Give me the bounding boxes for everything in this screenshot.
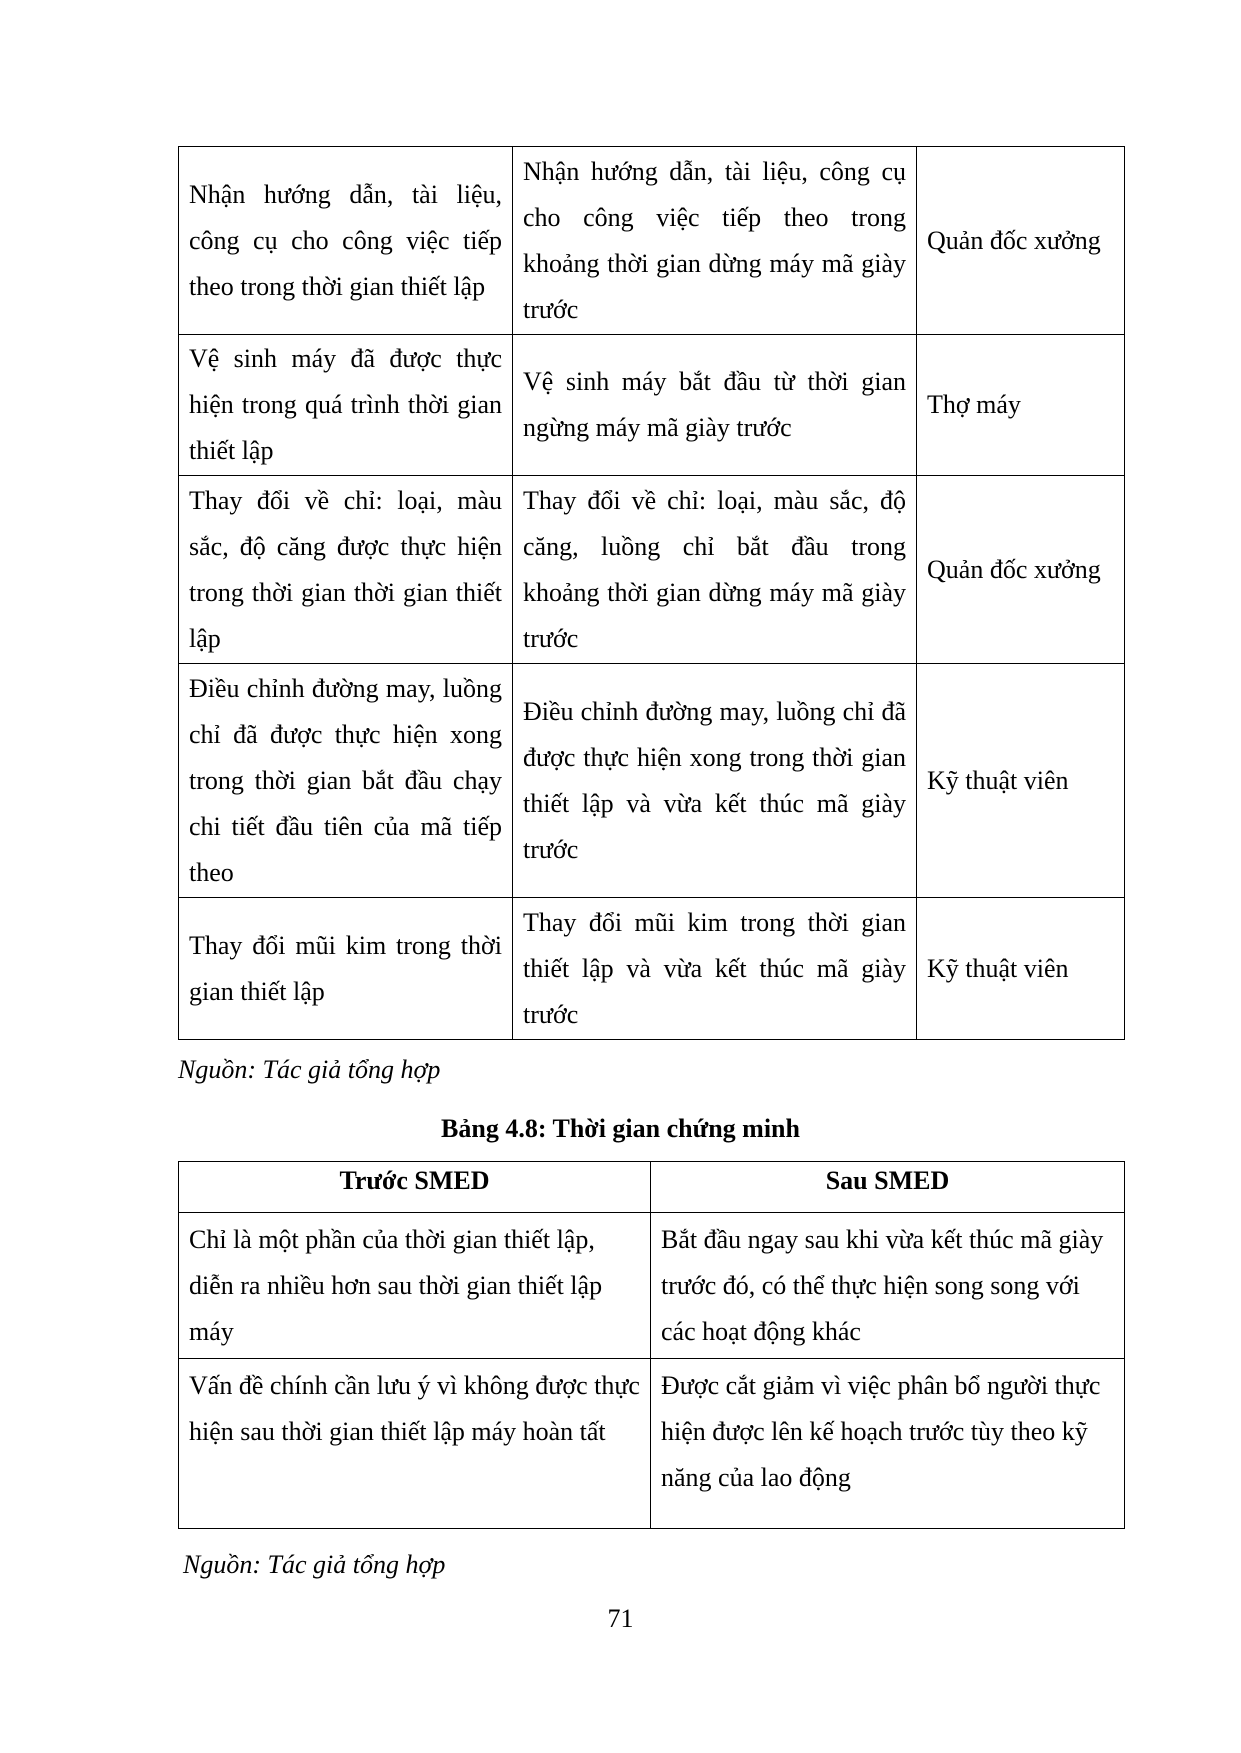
table-cell-responsible: Quản đốc xưởng	[917, 147, 1125, 335]
table-row	[179, 664, 1125, 898]
table-row	[179, 898, 1125, 1040]
table-cell-after: Vệ sinh máy bắt đầu từ thời gian ngừng máy mã giày trước	[513, 335, 917, 476]
table-row	[179, 1359, 1125, 1529]
table-cell-before: Thay đổi về chỉ: loại, màu sắc, độ căng được thực hiện trong thời gian thời gian thiết lập	[179, 476, 513, 664]
smed-time-table	[178, 1161, 1125, 1529]
table-row	[179, 147, 1125, 335]
table-source-note: Nguồn: Tác giả tổng hợp	[178, 1055, 441, 1084]
table-source-note: Nguồn: Tác giả tổng hợp	[183, 1550, 446, 1579]
table-header-row	[179, 1162, 1125, 1213]
comparison-table-continued	[178, 146, 1125, 1040]
table-cell-after: Thay đổi mũi kim trong thời gian thiết lập và vừa kết thúc mã giày trước	[513, 898, 917, 1040]
table-cell-before: Điều chỉnh đường may, luồng chỉ đã được thực hiện xong trong thời gian bắt đầu chạy chi tiết đầu tiên của mã tiếp theo	[179, 664, 513, 898]
table-row	[179, 335, 1125, 476]
table-caption: Bảng 4.8: Thời gian chứng minh	[441, 1114, 800, 1143]
table-cell-responsible: Kỹ thuật viên	[917, 898, 1125, 1040]
table-cell-after: Bắt đầu ngay sau khi vừa kết thúc mã giày trước đó, có thể thực hiện song song với các hoạt động khác	[651, 1213, 1125, 1359]
table-cell-responsible: Thợ máy	[917, 335, 1125, 476]
table-cell-before: Nhận hướng dẫn, tài liệu, công cụ cho công việc tiếp theo trong thời gian thiết lập	[179, 147, 513, 335]
table-cell-before: Vấn đề chính cần lưu ý vì không được thực hiện sau thời gian thiết lập máy hoàn tất	[179, 1359, 651, 1529]
table-cell-after: Điều chỉnh đường may, luồng chỉ đã được thực hiện xong trong thời gian thiết lập và vừa kết thúc mã giày trước	[513, 664, 917, 898]
table-cell-responsible: Quản đốc xưởng	[917, 476, 1125, 664]
table-cell-before: Thay đổi mũi kim trong thời gian thiết lập	[179, 898, 513, 1040]
table-cell-after: Nhận hướng dẫn, tài liệu, công cụ cho công việc tiếp theo trong khoảng thời gian dừng máy mã giày trước	[513, 147, 917, 335]
table-cell-before: Vệ sinh máy đã được thực hiện trong quá trình thời gian thiết lập	[179, 335, 513, 476]
table-cell-after: Thay đổi về chỉ: loại, màu sắc, độ căng, luồng chỉ bắt đầu trong khoảng thời gian dừng máy mã giày trước	[513, 476, 917, 664]
table-row	[179, 476, 1125, 664]
table-cell-responsible: Kỹ thuật viên	[917, 664, 1125, 898]
table-cell-before: Chỉ là một phần của thời gian thiết lập, diễn ra nhiều hơn sau thời gian thiết lập máy	[179, 1213, 651, 1359]
table-cell-after: Được cắt giảm vì việc phân bổ người thực hiện được lên kế hoạch trước tùy theo kỹ năng của lao động	[651, 1359, 1125, 1529]
column-header-after-smed: Sau SMED	[651, 1162, 1125, 1213]
page-number: 71	[607, 1604, 634, 1633]
table-row	[179, 1213, 1125, 1359]
column-header-before-smed: Trước SMED	[179, 1162, 651, 1213]
